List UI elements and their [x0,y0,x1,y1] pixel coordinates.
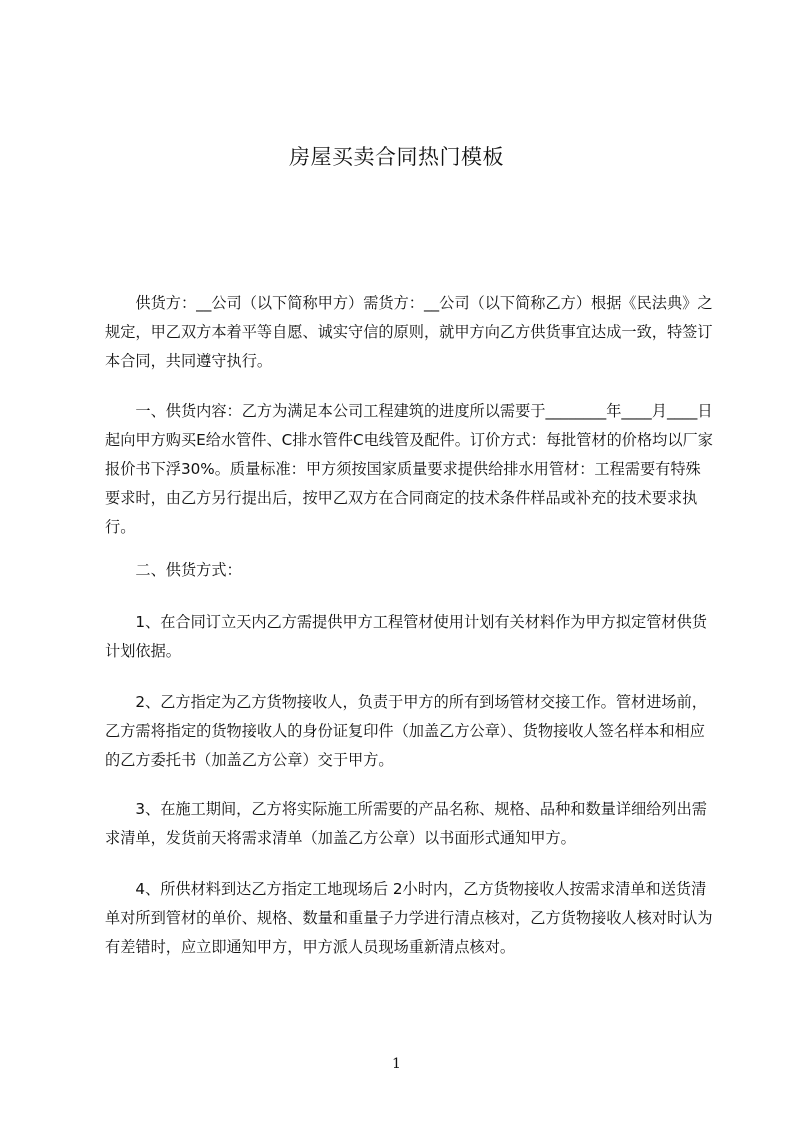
supply-method-item-2: 2、乙方指定为乙方货物接收人，负责于甲方的所有到场管材交接工作。管材进场前，乙方需将指定的货物接收人的身份证复印件（加盖乙方公章）、货物接收人签名样本和相应的乙方委托书（加盖乙方公章）交于甲方。 [105,693,707,769]
supply-content-paragraph: 一、供货内容：乙方为满足本公司工程建筑的进度所以需要于________年____月____日起向甲方购买E给水管件、C排水管件C电线管及配件。订价方式：每批管材的价格均以厂家报价书下浮30%。质量标准：甲方须按国家质量要求提供给排水用管材：工程需要有特殊要求时，由乙方另行提出后，按甲乙双方在合同商定的技术条件样品或补充的技术要求执行。 [105,402,713,536]
supply-method-item-4: 4、所供材料到达乙方指定工地现场后 2小时内，乙方货物接收人按需求清单和送货清单对所到管材的单价、规格、数量和重量子力学进行清点核对，乙方货物接收人核对时认为有差错时，应立即通知甲方，甲方派人员现场重新清点核对。 [105,880,713,956]
contract-intro-paragraph: 供货方：__公司（以下简称甲方）需货方：__公司（以下简称乙方）根据《民法典》之规定，甲乙双方本着平等自愿、诚实守信的原则，就甲方向乙方供货事宜达成一致，特签订本合同，共同遵守执行。 [105,294,713,370]
page-number: 1 [392,1056,401,1072]
supply-method-item-3: 3、在施工期间，乙方将实际施工所需要的产品名称、规格、品种和数量详细给列出需求清单，发货前天将需求清单（加盖乙方公章）以书面形式通知甲方。 [105,800,707,847]
document-title: 房屋买卖合同热门模板 [289,145,504,169]
supply-method-item-1: 1、在合同订立天内乙方需提供甲方工程管材使用计划有关材料作为甲方拟定管材供货计划依据。 [105,613,707,660]
supply-method-heading: 二、供货方式： [135,561,242,579]
